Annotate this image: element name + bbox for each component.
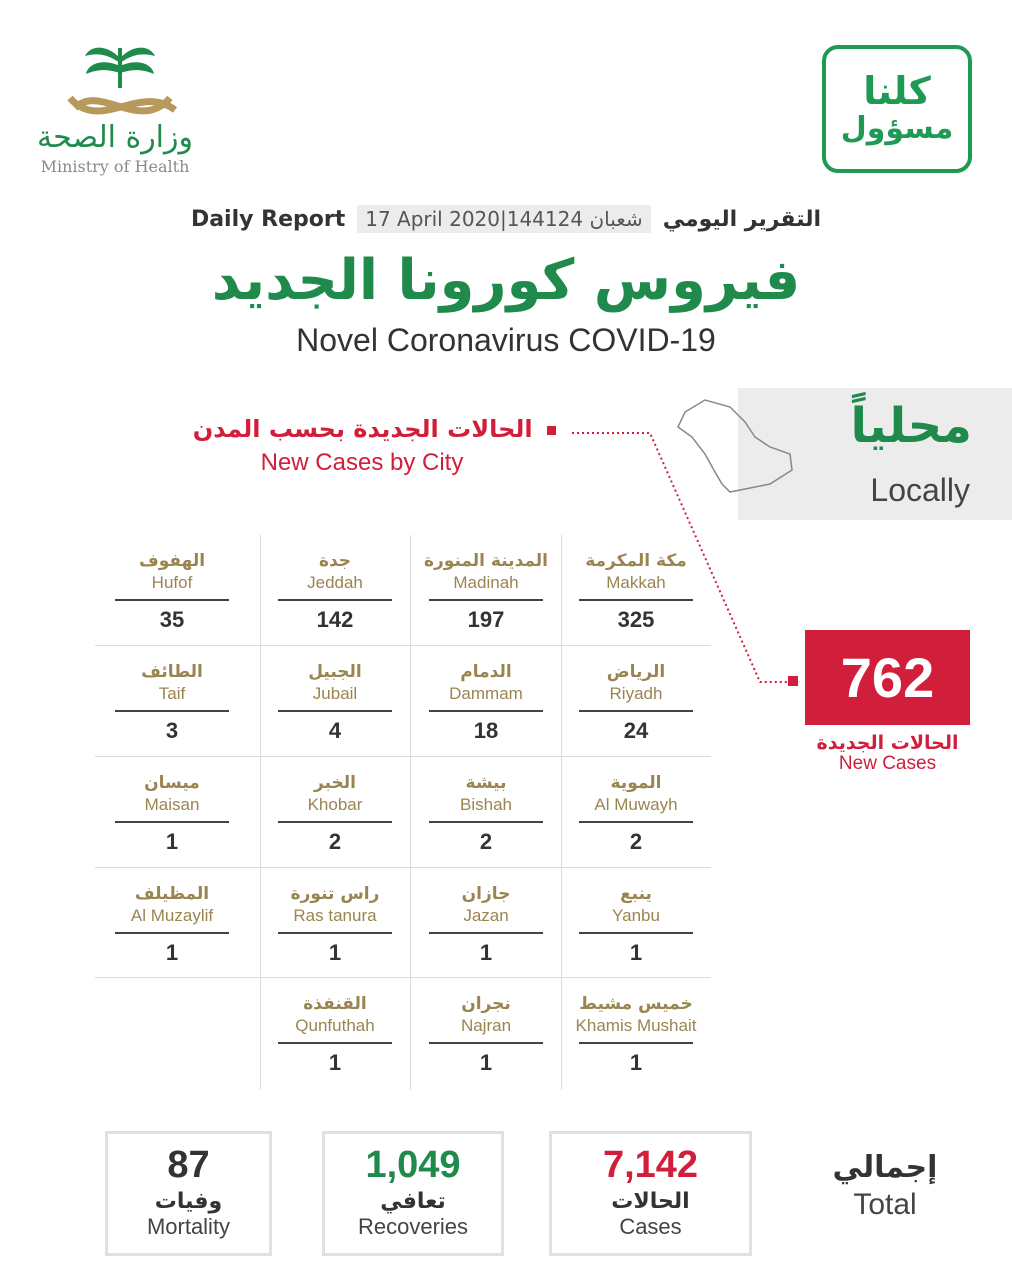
page-title-arabic: فيروس كورونا الجديد: [211, 248, 801, 313]
ministry-name-arabic: وزارة الصحة: [37, 120, 193, 155]
city-cell: [561, 646, 711, 756]
new-cases-value: 762: [805, 630, 970, 725]
city-cases: 1: [629, 940, 643, 965]
ministry-name-english: Ministry of Health: [40, 157, 190, 176]
city-name-arabic: نجران: [461, 994, 511, 1014]
cases-label-arabic: الحالات: [611, 1189, 690, 1214]
daily-report-label-arabic: التقرير اليومي: [662, 206, 822, 232]
city-cases: 325: [617, 607, 655, 632]
city-cell: [260, 535, 410, 645]
city-name-arabic: ميسان: [144, 773, 200, 793]
slogan-line-1: كلنا: [863, 69, 931, 113]
city-name: Al Muwayh: [594, 795, 678, 814]
city-cell: [561, 535, 711, 645]
city-cases: 1: [328, 1050, 342, 1075]
cases-label: Cases: [619, 1214, 682, 1239]
recoveries-value: 1,049: [365, 1144, 461, 1186]
report-date: 17 April 2020|1441شعبان 24: [357, 205, 650, 233]
city-cases: 1: [479, 940, 493, 965]
page-title: Novel Coronavirus COVID-19: [296, 322, 716, 358]
new-cases-label-arabic: الحالات الجديدة: [816, 732, 959, 754]
city-name-arabic: ينبع: [620, 884, 652, 904]
city-cell: [411, 646, 561, 756]
city-name-arabic: الجبيل: [308, 662, 362, 682]
city-cases: 2: [629, 829, 643, 854]
city-cell: [561, 978, 711, 1088]
city-cases: 2: [479, 829, 493, 854]
recoveries-label-arabic: تعافي: [380, 1189, 446, 1214]
city-cell: [411, 535, 561, 645]
city-cases: 2: [328, 829, 342, 854]
city-grid: [95, 535, 711, 1090]
city-cases: 1: [479, 1050, 493, 1075]
city-name: Jeddah: [307, 573, 363, 592]
city-name: Maisan: [144, 795, 200, 814]
city-section-title-arabic: [150, 415, 556, 443]
city-name-arabic: جدة: [318, 551, 352, 571]
city-name: Qunfuthah: [295, 1016, 375, 1035]
city-cases: 3: [165, 718, 179, 743]
city-cell: [260, 868, 410, 978]
slogan-line-2: مسؤول: [840, 111, 954, 146]
city-cell: [97, 535, 247, 645]
city-name-arabic: الموية: [610, 773, 662, 793]
city-cell: [97, 646, 247, 756]
city-name-arabic: القنفذة: [303, 994, 367, 1014]
city-name-arabic: الخبر: [314, 773, 356, 793]
city-name-arabic: مكة المكرمة: [585, 551, 687, 571]
total-label-arabic: إجمالي: [832, 1150, 938, 1185]
city-name: Madinah: [453, 573, 519, 592]
city-cell: [561, 757, 711, 867]
city-cases: 24: [623, 718, 649, 743]
locally-title-arabic: محلياً: [850, 398, 972, 454]
city-cases: 35: [159, 607, 185, 632]
total-label: Total: [853, 1188, 917, 1221]
city-cases: 197: [467, 607, 505, 632]
city-cases: 1: [165, 940, 179, 965]
city-section-title: New Cases by City: [260, 449, 464, 476]
city-name: Jubail: [312, 684, 358, 703]
city-cell: [97, 757, 247, 867]
city-cell: [411, 978, 561, 1088]
city-name: Ras tanura: [293, 906, 377, 925]
report-header-row: [0, 205, 1012, 233]
city-name-arabic: الدمام: [460, 662, 512, 682]
new-cases-label: New Cases: [838, 753, 937, 774]
daily-report-label: Daily Report: [190, 206, 346, 232]
city-cell: [260, 978, 410, 1088]
city-name-arabic: الهفوف: [138, 551, 206, 571]
mortality-label-arabic: وفيات: [154, 1189, 223, 1214]
city-cases: 1: [629, 1050, 643, 1075]
mortality-value: 87: [167, 1144, 210, 1186]
recoveries-card: [322, 1131, 504, 1256]
city-name: Khamis Mushait: [575, 1016, 697, 1035]
city-cell: [97, 868, 247, 978]
city-name-arabic: جازان: [461, 884, 511, 904]
city-name-arabic: خميس مشيط: [579, 994, 693, 1014]
city-cell: [411, 757, 561, 867]
mortality-card: [105, 1131, 272, 1256]
slogan-badge: [822, 45, 972, 173]
cases-value: 7,142: [602, 1144, 699, 1186]
city-cell: [411, 868, 561, 978]
city-name: Yanbu: [612, 906, 660, 925]
city-name: Dammam: [449, 684, 523, 703]
cases-card: [549, 1131, 752, 1256]
mortality-label: Mortality: [146, 1214, 231, 1239]
city-name: Hufof: [151, 573, 193, 592]
city-name-arabic: الطائف: [141, 662, 203, 682]
city-cell: [561, 868, 711, 978]
city-name-arabic: راس تنورة: [290, 884, 380, 904]
city-cases: 1: [328, 940, 342, 965]
city-name-arabic: الرياض: [606, 662, 666, 682]
city-name: Jazan: [463, 906, 509, 925]
city-name: Al Muzaylif: [130, 906, 214, 925]
city-cell: [260, 646, 410, 756]
city-name: Riyadh: [609, 684, 663, 703]
city-name: Taif: [158, 684, 186, 703]
city-name: Bishah: [460, 795, 512, 814]
city-name: Najran: [460, 1016, 512, 1035]
city-cases: 4: [328, 718, 342, 743]
city-section-title-arabic-text: الحالات الجديدة بحسب المدن: [192, 415, 533, 443]
city-name-arabic: بيشة: [465, 773, 507, 793]
city-cell: [260, 757, 410, 867]
locally-title: Locally: [870, 472, 970, 508]
recoveries-label: Recoveries: [357, 1214, 469, 1239]
city-name: Makkah: [606, 573, 666, 592]
city-cases: 142: [316, 607, 354, 632]
city-name-arabic: المظيلف: [134, 884, 210, 904]
city-name: Khobar: [307, 795, 363, 814]
red-square-marker: [547, 426, 556, 435]
city-name-arabic: المدينة المنورة: [423, 551, 548, 571]
city-cases: 1: [165, 829, 179, 854]
city-cases: 18: [473, 718, 499, 743]
